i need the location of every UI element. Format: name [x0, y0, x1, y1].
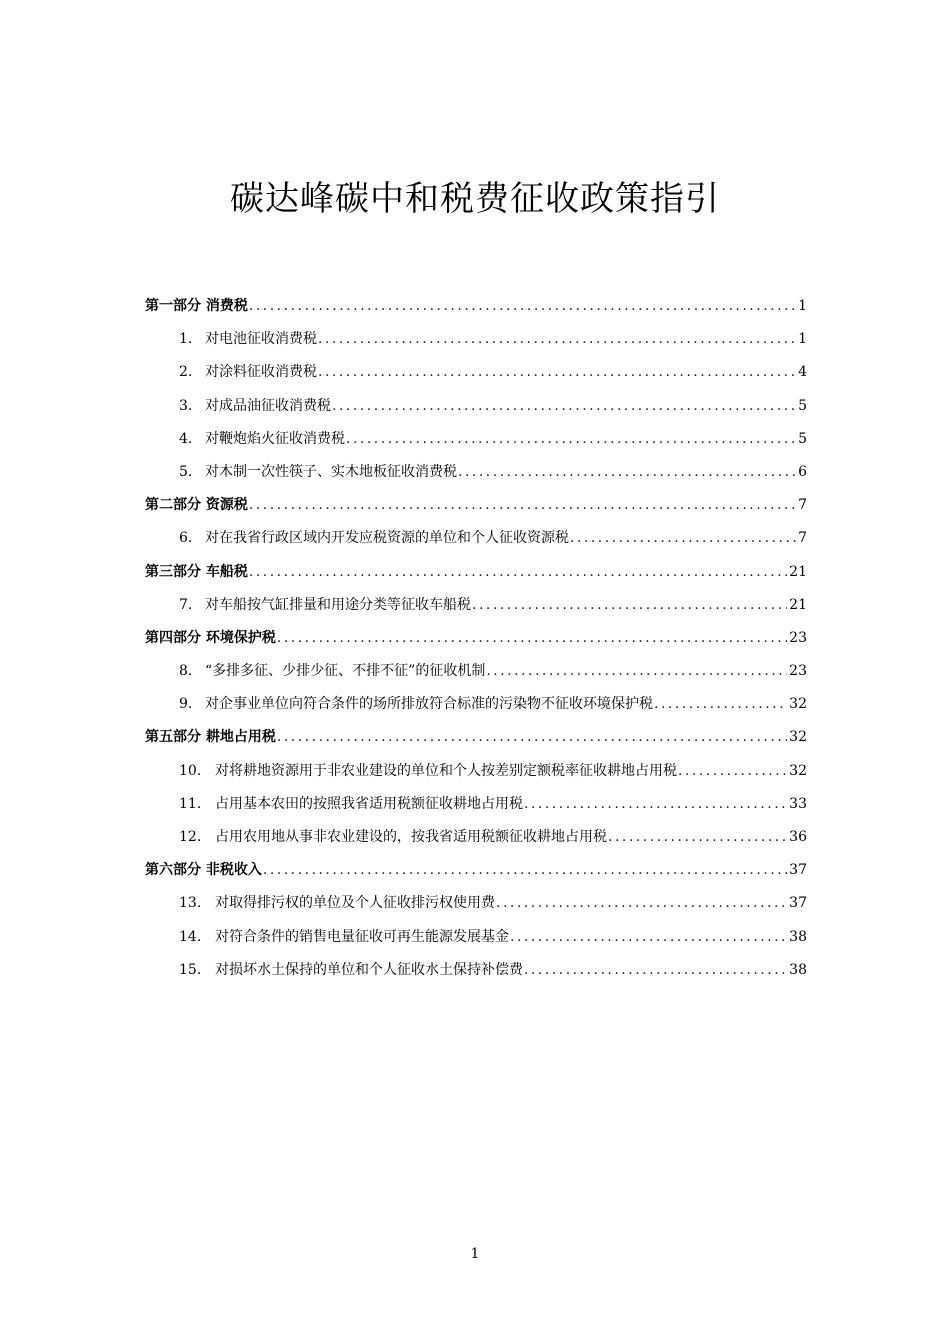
- toc-dot-leader: [277, 622, 787, 655]
- toc-entry-number: 5.: [179, 463, 193, 480]
- toc-entry-text: 第一部分 消费税: [145, 298, 248, 314]
- toc-entry-text: 对车船按气缸排量和用途分类等征收车船税: [205, 596, 471, 613]
- toc-entry-page: 4: [798, 364, 807, 381]
- toc-entry-number: 14.: [179, 928, 202, 945]
- toc-entry-page: 21: [789, 596, 807, 613]
- toc-dot-leader: [678, 755, 787, 788]
- toc-item-entry[interactable]: [145, 954, 807, 987]
- toc-dot-leader: [346, 423, 796, 456]
- toc-item-entry[interactable]: [145, 456, 807, 489]
- toc-entry-text: 对损坏水土保持的单位和个人征收水土保持补偿费: [215, 961, 523, 978]
- document-title: 碳达峰碳中和税费征收政策指引: [230, 179, 720, 219]
- toc-entry-text: 第五部分 耕地占用税: [145, 729, 276, 746]
- toc-dot-leader: [249, 556, 787, 589]
- toc-entry-text: 第四部分 环境保护税: [145, 629, 276, 646]
- toc-section-entry[interactable]: [145, 489, 807, 522]
- toc-item-entry[interactable]: [145, 323, 807, 356]
- toc-item-entry[interactable]: [145, 390, 807, 423]
- toc-section-entry[interactable]: [145, 721, 807, 754]
- toc-section-entry[interactable]: [145, 556, 807, 589]
- toc-entry-text: 对将耕地资源用于非农业建设的单位和个人按差别定额税率征收耕地占用税: [215, 762, 677, 779]
- toc-entry-text: 对取得排污权的单位及个人征收排污权使用费: [215, 895, 495, 912]
- toc-entry-page: 32: [789, 729, 807, 746]
- toc-entry-page: 32: [789, 762, 807, 779]
- toc-section-entry[interactable]: [145, 622, 807, 655]
- toc-entry-text: 对涂料征收消费税: [205, 364, 317, 381]
- toc-entry-page: 1: [798, 298, 807, 314]
- toc-dot-leader: [277, 721, 787, 754]
- toc-section-entry[interactable]: [145, 854, 807, 887]
- toc-entry-number: 10.: [179, 762, 202, 779]
- toc-dot-leader: [524, 954, 787, 987]
- toc-entry-number: 3.: [179, 397, 193, 414]
- toc-dot-leader: [318, 356, 796, 389]
- toc-entry-number: 11.: [179, 795, 202, 812]
- toc-item-entry[interactable]: [145, 887, 807, 920]
- toc-dot-leader: [654, 688, 787, 721]
- toc-entry-page: 1: [798, 331, 807, 348]
- toc-dot-leader: [332, 390, 796, 423]
- toc-entry-page: 7: [798, 530, 807, 547]
- toc-entry-text: 占用基本农田的按照我省适用税额征收耕地占用税: [215, 795, 523, 812]
- toc-dot-leader: [570, 522, 796, 555]
- toc-entry-page: 37: [789, 862, 807, 879]
- toc-dot-leader: [263, 854, 787, 887]
- toc-dot-leader: [496, 887, 787, 920]
- toc-item-entry[interactable]: [145, 589, 807, 622]
- toc-entry-page: 6: [798, 463, 807, 480]
- toc-entry-number: 1.: [179, 331, 193, 348]
- toc-entry-text: 对符合条件的销售电量征收可再生能源发展基金: [215, 928, 509, 945]
- toc-item-entry[interactable]: [145, 356, 807, 389]
- toc-item-entry[interactable]: [145, 821, 807, 854]
- toc-item-entry[interactable]: [145, 788, 807, 821]
- toc-entry-number: 4.: [179, 430, 193, 447]
- toc-entry-text: 对木制一次性筷子、实木地板征收消费税: [205, 463, 457, 480]
- toc-item-entry[interactable]: [145, 755, 807, 788]
- toc-entry-page: 38: [789, 928, 807, 945]
- toc-entry-page: 38: [789, 961, 807, 978]
- toc-entry-text: “多排多征、少排少征、不排不征”的征收机制: [205, 663, 486, 680]
- toc-entry-text: 对企事业单位向符合条件的场所排放符合标准的污染物不征收环境保护税: [205, 696, 653, 713]
- toc-entry-page: 5: [798, 397, 807, 414]
- toc-entry-text: 第二部分 资源税: [145, 497, 248, 514]
- toc-entry-text: 对鞭炮焰火征收消费税: [205, 430, 345, 447]
- toc-entry-text: 第三部分 车船税: [145, 563, 248, 580]
- toc-entry-number: 15.: [179, 961, 202, 978]
- toc-entry-number: 6.: [179, 530, 193, 547]
- toc-item-entry[interactable]: [145, 423, 807, 456]
- toc-dot-leader: [472, 589, 787, 622]
- toc-entry-page: 23: [789, 663, 807, 680]
- toc-entry-number: 2.: [179, 364, 193, 381]
- toc-item-entry[interactable]: [145, 921, 807, 954]
- toc-section-entry[interactable]: [145, 290, 807, 323]
- toc-entry-text: 对电池征收消费税: [205, 331, 317, 348]
- page-number: 1: [470, 1246, 480, 1262]
- toc-entry-text: 对在我省行政区域内开发应税资源的单位和个人征收资源税: [205, 530, 569, 547]
- toc-dot-leader: [249, 290, 796, 323]
- toc-entry-page: 5: [798, 430, 807, 447]
- toc-dot-leader: [249, 489, 796, 522]
- toc-entry-page: 32: [789, 696, 807, 713]
- toc-dot-leader: [608, 821, 787, 854]
- toc-entry-page: 7: [798, 497, 807, 514]
- toc-dot-leader: [510, 921, 787, 954]
- toc-entry-page: 33: [789, 795, 807, 812]
- toc-entry-text: 第六部分 非税收入: [145, 862, 262, 879]
- toc-entry-page: 36: [789, 829, 807, 845]
- toc-entry-page: 21: [789, 563, 807, 580]
- table-of-contents: [145, 290, 807, 987]
- toc-dot-leader: [458, 456, 796, 489]
- toc-item-entry[interactable]: [145, 655, 807, 688]
- toc-entry-number: 9.: [179, 696, 193, 713]
- toc-entry-page: 23: [789, 629, 807, 646]
- toc-entry-number: 8.: [179, 663, 193, 680]
- toc-item-entry[interactable]: [145, 522, 807, 555]
- toc-entry-text: 占用农用地从事非农业建设的，按我省适用税额征收耕地占用税: [215, 829, 607, 845]
- toc-entry-text: 对成品油征收消费税: [205, 397, 331, 414]
- toc-entry-number: 13.: [179, 895, 202, 912]
- toc-entry-page: 37: [789, 895, 807, 912]
- toc-entry-number: 7.: [179, 596, 193, 613]
- toc-item-entry[interactable]: [145, 688, 807, 721]
- toc-dot-leader: [318, 323, 796, 356]
- toc-dot-leader: [524, 788, 787, 821]
- toc-dot-leader: [486, 655, 787, 688]
- toc-entry-number: 12.: [179, 829, 202, 845]
